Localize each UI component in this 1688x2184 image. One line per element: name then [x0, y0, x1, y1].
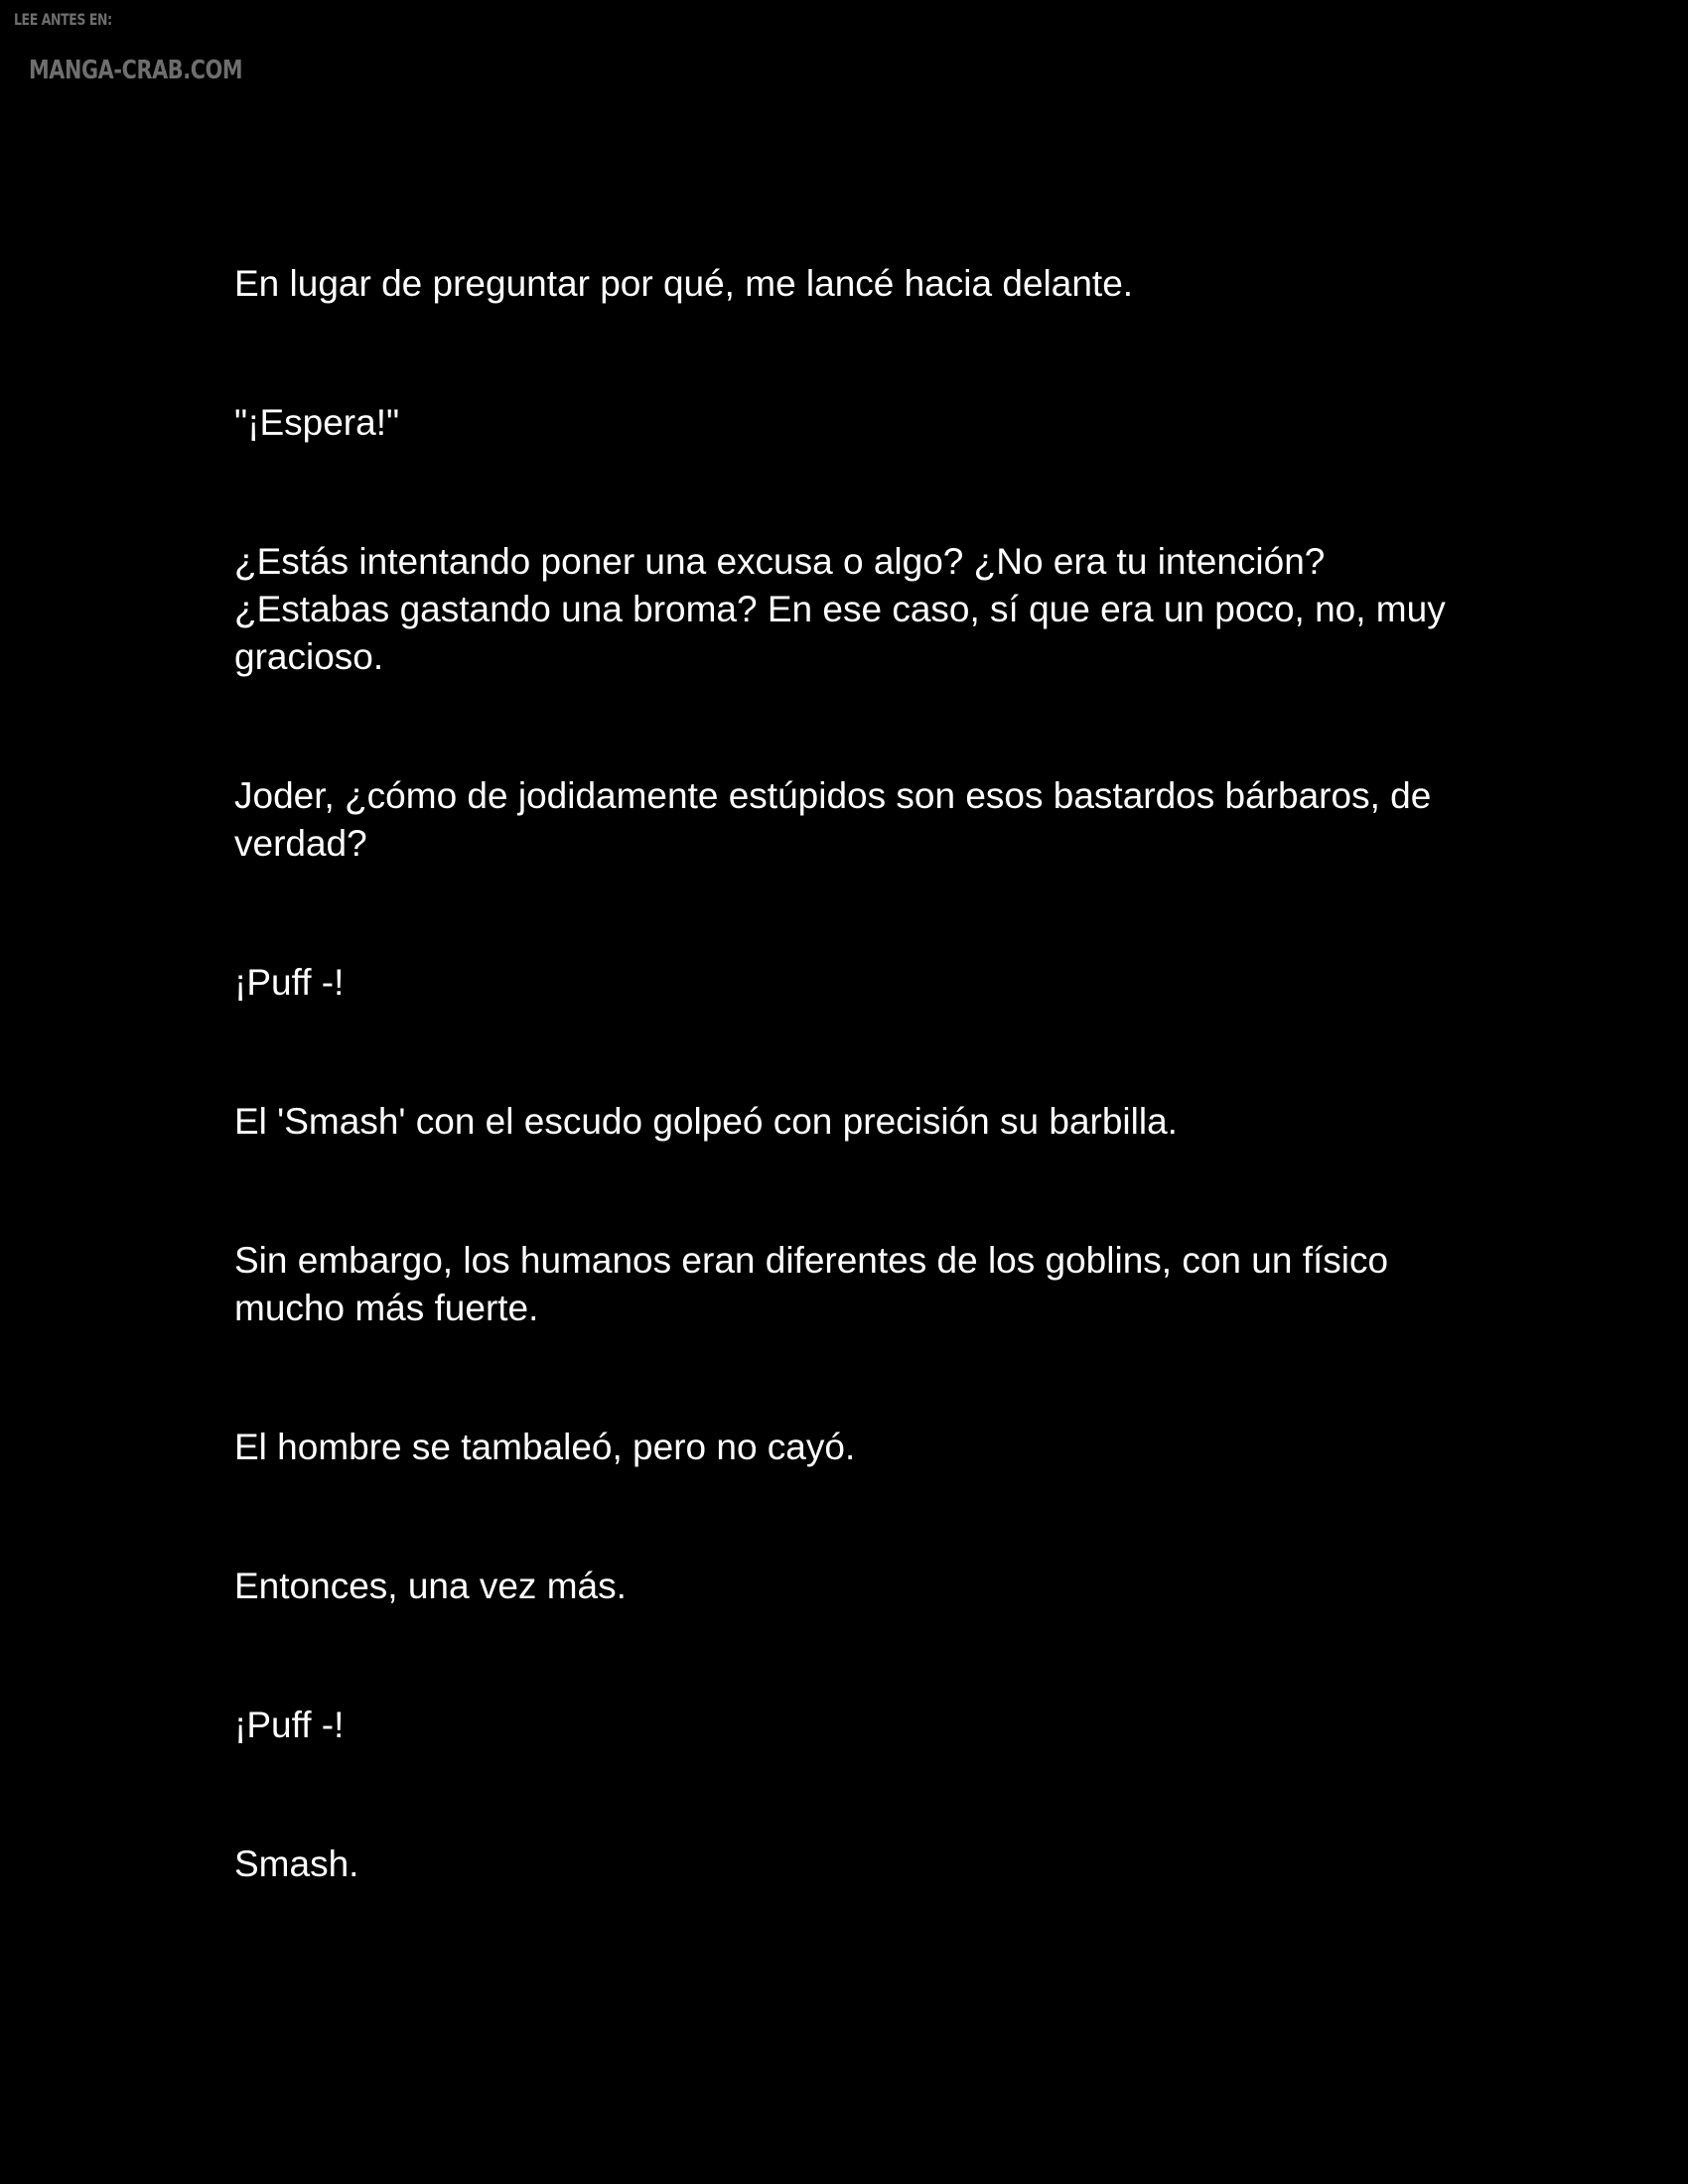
paragraph: ¡Puff -! — [234, 1705, 345, 1745]
paragraph: El hombre se tambaleó, pero no cayó. — [234, 1427, 856, 1467]
watermark — [14, 12, 296, 83]
paragraph: "¡Espera!" — [234, 402, 400, 443]
paragraph: Joder, ¿cómo de jodidamente estúpidos son esos bastardos bárbaros, de verdad? — [234, 775, 1432, 864]
paragraph: El 'Smash' con el escudo golpeó con precisión su barbilla. — [234, 1101, 1178, 1142]
paragraph: Entonces, una vez más. — [234, 1566, 627, 1606]
watermark-label: LEE ANTES EN: — [14, 10, 112, 29]
paragraph: ¿Estás intentando poner una excusa o algo? ¿No era tu intención? ¿Estabas gastando una broma? En ese caso, sí que era un poco, no, muy gracioso. — [234, 541, 1446, 677]
paragraph: ¡Puff -! — [234, 962, 345, 1003]
paragraph: Sin embargo, los humanos eran diferentes de los goblins, con un físico mucho más fuerte. — [234, 1240, 1389, 1328]
watermark-site: MANGA-CRAB.COM — [29, 56, 243, 85]
paragraph: En lugar de preguntar por qué, me lancé hacia delante. — [234, 263, 1134, 304]
paragraph: Smash. — [234, 1843, 359, 1884]
story-text — [234, 260, 1466, 1888]
